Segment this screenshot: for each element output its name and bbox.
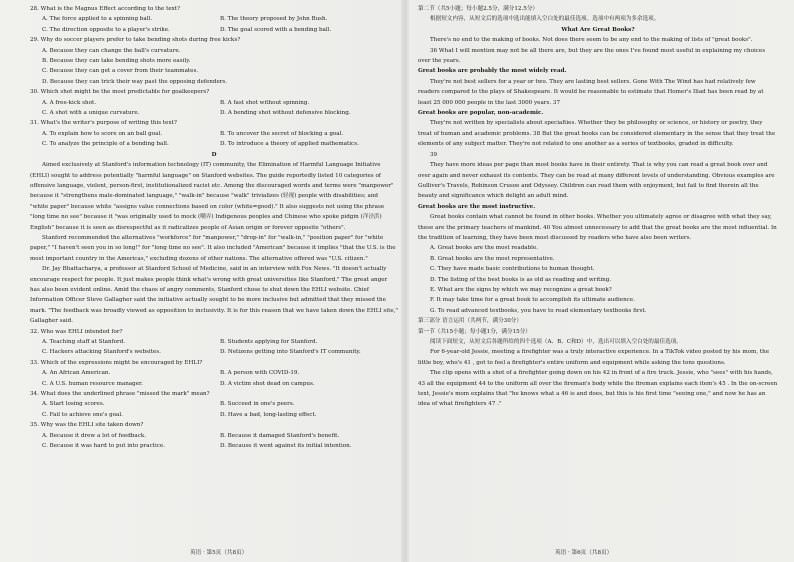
option-text: B. Because it damaged Stanford's benefit. — [220, 432, 340, 439]
passage-paragraph: For 6-year-old Jessie, meeting a firefighter was a truly interactive experience. In a TikTok video posted by his mom, the little boy, who's 41 , got to feel a firefighter's entire uniform and equipment while asking the tons questions. — [418, 349, 770, 366]
text-line: 第一节（共15小题；每小题1分，满分15分） — [418, 328, 531, 335]
option-text: C. A U.S. human resource manager. — [42, 380, 143, 387]
passage-paragraph: The clip opens with a shot of a firefighter going down on his 42 in front of a fire truck. Jessie, who "sees" with his hands, 43 all the equipment 44 to the uniform all over the fireman's body while the fireman explains each item's 45 . In the on-screen text, Jessie's mom explains that "he knows what a 46 is and does, but this is his first time "seeing one," and now he has an idea of what firefighters 47 ." — [418, 370, 778, 408]
text-line: A. Because they can change the ball's curvature. — [42, 47, 181, 54]
option-text: A. Start losing scores. — [42, 401, 105, 408]
text-line: 阅读下面短文，从短文后各题所给的四个选项（A、B、C和D）中，选出可以填入空白处的最佳选项。 — [430, 339, 682, 345]
text-line: 32. Who was EHLI intended for? — [30, 328, 123, 335]
option-text: C. Fail to achieve one's goal. — [42, 411, 123, 418]
text-line: Great books are probably the most widely read. — [418, 68, 567, 75]
text-line: 35. Why was the EHLI site taken down? — [30, 422, 144, 429]
option-row — [30, 431, 398, 441]
option-text: D. The goal scored with a bending ball. — [220, 26, 332, 33]
option-row — [30, 98, 398, 108]
option-text: A. Teaching staff at Stanford. — [42, 339, 126, 345]
option-row — [30, 347, 398, 357]
option-row — [30, 441, 398, 451]
text-line: C. Because they can get a cover from their teammates. — [42, 68, 199, 75]
text-line: 33. Which of the expressions might be encouraged by EHLI? — [30, 359, 203, 366]
text-line: What Are Great Books? — [561, 26, 635, 33]
option-text: B. The theory proposed by John Bush. — [220, 16, 328, 23]
option-text: C. The direction opposite to a player's strike. — [42, 26, 170, 33]
text-line: B. Because they can take bending shots more easily. — [42, 58, 191, 65]
option-text: A. The force applied to a spinning ball. — [42, 16, 153, 23]
option-text: A. An African American. — [42, 370, 111, 377]
option-text: C. To analyze the principle of a bending ball. — [42, 141, 169, 148]
text-line: F. It may take time for a great book to accomplish its ultimate audience. — [430, 297, 635, 304]
option-text: D. Have a bad, long-lasting effect. — [220, 411, 317, 418]
option-row — [30, 410, 398, 420]
option-text: A. To explain how to score on an ball goal. — [42, 130, 163, 137]
text-line: 34. What does the underlined phrase "missed the mark" mean? — [30, 391, 210, 398]
passage-paragraph: Dr. Jay Bhattacharya, a professor at Stanford School of Medicine, said in an interview with Fox News. "It doesn't actually encourage respect for people. It just makes people think what's wrong with great universities like Stanford." The great anger has also been evident online. Amid the chaos of angry comments, Stanford chose to shut down the EHLI website. Chief Information Officer Steve Gallagher said the initiative actually sought to be more inclusive but admitted that they missed the mark. "The feedback was broadly viewed as opposition to inclusivity. It is for this reason that we have taken down the EHLI site," Gallagher said. — [30, 266, 398, 325]
passage-paragraph: They're not written by specialists about specialties. Whether they be philosophy or science, or history or poetry, they treat of human and academic problems. 38 But the great books can be considered elementary in the sense that they treat the elements of any subject matter. They're not related to one another as a series of textbooks, graded in difficulty. — [418, 120, 776, 148]
text-line: 30. Which shot might be the most predictable for goalkeepers? — [30, 89, 210, 96]
text-line: 29. Why do soccer players prefer to take bending shots during free kicks? — [30, 37, 241, 44]
option-row — [30, 337, 398, 347]
option-text: A. A free-kick shot. — [42, 99, 97, 106]
option-text: B. Succeed in one's peers. — [220, 401, 295, 408]
option-row — [30, 25, 398, 35]
option-text: D. Netizens getting into Stanford's IT community. — [220, 349, 361, 356]
option-text: D. Because it went against its initial intention. — [220, 443, 352, 450]
text-line: G. To read advanced textbooks, you have to read elementary textbooks first. — [430, 307, 647, 314]
passage-paragraph: They're not best sellers for a year or two. They are lasting best sellers. Gone With The Wind has had relatively few readers compared to the plays of Shakespeare. It would be reasonable to estimate that Homer's Iliad has been read by at least 25 000 000 people in the last 3000 years. 37 — [418, 78, 764, 106]
passage-paragraph: They have more ideas per page than most books have in their entirety. That is why you can read a great book over and over again and never exhaust its contents. They can be read at many different levels of understanding. Obvious examples are Gulliver's Travels, Robinson Crusoe and Odyssey. Children can read them with enjoyment, but fail to find therein all the beauty and significance which delight an adult mind. — [418, 162, 775, 200]
text-line: D — [211, 151, 217, 158]
option-text: B. To uncover the secret of blocking a goal. — [220, 130, 344, 137]
option-text: C. Hackers attacking Stanford's websites. — [42, 349, 161, 356]
option-text: B. A fast shot without spinning. — [220, 99, 310, 106]
text-line: 第三部分 语言运用（共两节，满分30分） — [418, 318, 522, 325]
option-text: B. Students applying for Stanford. — [220, 339, 318, 345]
text-line: D. Because they can trick their way past the opposing defenders. — [42, 78, 228, 85]
right-page-footer: 英语 · 第6页（共8页） — [555, 550, 613, 556]
text-line: B. Great books are the most representative. — [430, 255, 555, 262]
option-text: B. A person with COVID-19. — [220, 370, 300, 377]
passage-paragraph: Great books contain what cannot be found in other books. Whether you ultimately agree or disagree with what they say, these are the primary teachers of mankind. 40 You almost unnecessary to add that the great books are the most influential. In the tradition of learning, they have been most discussed by readers who have also been writers. — [418, 214, 777, 241]
page-fold — [401, 0, 409, 562]
passage-paragraph: 36 What I will mention may not be all there are, but they are the ones I've found most useful in explaining my choices over the years. — [418, 47, 766, 65]
text-line: 第二节（共5小题；每小题2.5分，满分12.5分） — [418, 6, 539, 12]
left-page-column — [30, 4, 398, 544]
option-row — [30, 14, 398, 24]
option-row — [30, 139, 398, 149]
text-line: D. The listing of the best books is as old as reading and writing. — [430, 276, 612, 283]
text-line: Great books are the most instructive. — [418, 203, 536, 210]
passage-paragraph: Aimed exclusively at Stanford's information technology (IT) community, the Elimination of Harmful Language Initiative (EHLI) sought to address potentially "harmful language" on Stanford websites. The guide reportedly listed 10 categories of offensive language, violent, person-first, institutionalized racist etc. Among the discouraged words and terms were "manpower" because it "strengthens male-dominated language," "walk-in" because "walk" trivializes (轻视) people with disabilities; and "white paper" because white "assigns value connections based on color (white=good)." It also suggests not using the phrase "long time no see" because it "was originally used to mock (嘲弄) Indigenous peoples and Chinese who spoke pidgin (洋泾浜) English" because it is seen as disrespectful as it radicalizes people of Asian origin or forever opposite "others". — [30, 162, 394, 231]
option-row — [30, 399, 398, 409]
option-text: D. A victim shot dead on campus. — [220, 380, 315, 387]
option-text: A. Because it drew a lot of feedback. — [42, 432, 146, 439]
text-line: 31. What's the writer's purpose of writing this text? — [30, 120, 177, 127]
passage-paragraph: There's no end to the making of books. Not does there seem to be any end to the making of lists of "great books". — [430, 37, 753, 44]
option-text: D. A bending shot without defensive blocking. — [220, 110, 351, 117]
option-row — [30, 379, 398, 389]
option-text: C. Because it was hard to put into practice. — [42, 443, 166, 450]
option-text: C. A shot with a unique curvature. — [42, 110, 140, 117]
text-line: A. Great books are the most readable. — [430, 245, 539, 252]
text-line: C. They have made basic contributions to human thought. — [430, 266, 595, 273]
passage-paragraph: Stanford recommended the alternatives "workforce" for "manpower," "drop-in" for "walk-in," "position paper" for "white paper," "I haven't seen you in so long!" for "long time no see". It also included "American" because it implies "that the U.S. is the most important country in the Americas," excluding dozens of other nations. The alternative offered was "U.S. citizen." — [30, 234, 396, 262]
text-line: 39 — [430, 151, 438, 158]
text-line: E. What are the signs by which we may recognize a great book? — [430, 286, 612, 293]
option-row — [30, 368, 398, 378]
text-line: 根据短文内容，从短文后的选项中选出能填入空白处的最佳选项。选项中有两项为多余选项。 — [430, 16, 660, 23]
right-page-column — [418, 4, 778, 544]
option-row — [30, 108, 398, 118]
text-line: Great books are popular, non-academic. — [418, 110, 544, 117]
left-page-footer: 英语 · 第5页（共8页） — [190, 550, 248, 556]
text-line: 28. What is the Magnus Effect according to the text? — [30, 6, 181, 12]
option-text: D. To introduce a theory of applied mathematics. — [220, 141, 359, 148]
option-row — [30, 129, 398, 139]
